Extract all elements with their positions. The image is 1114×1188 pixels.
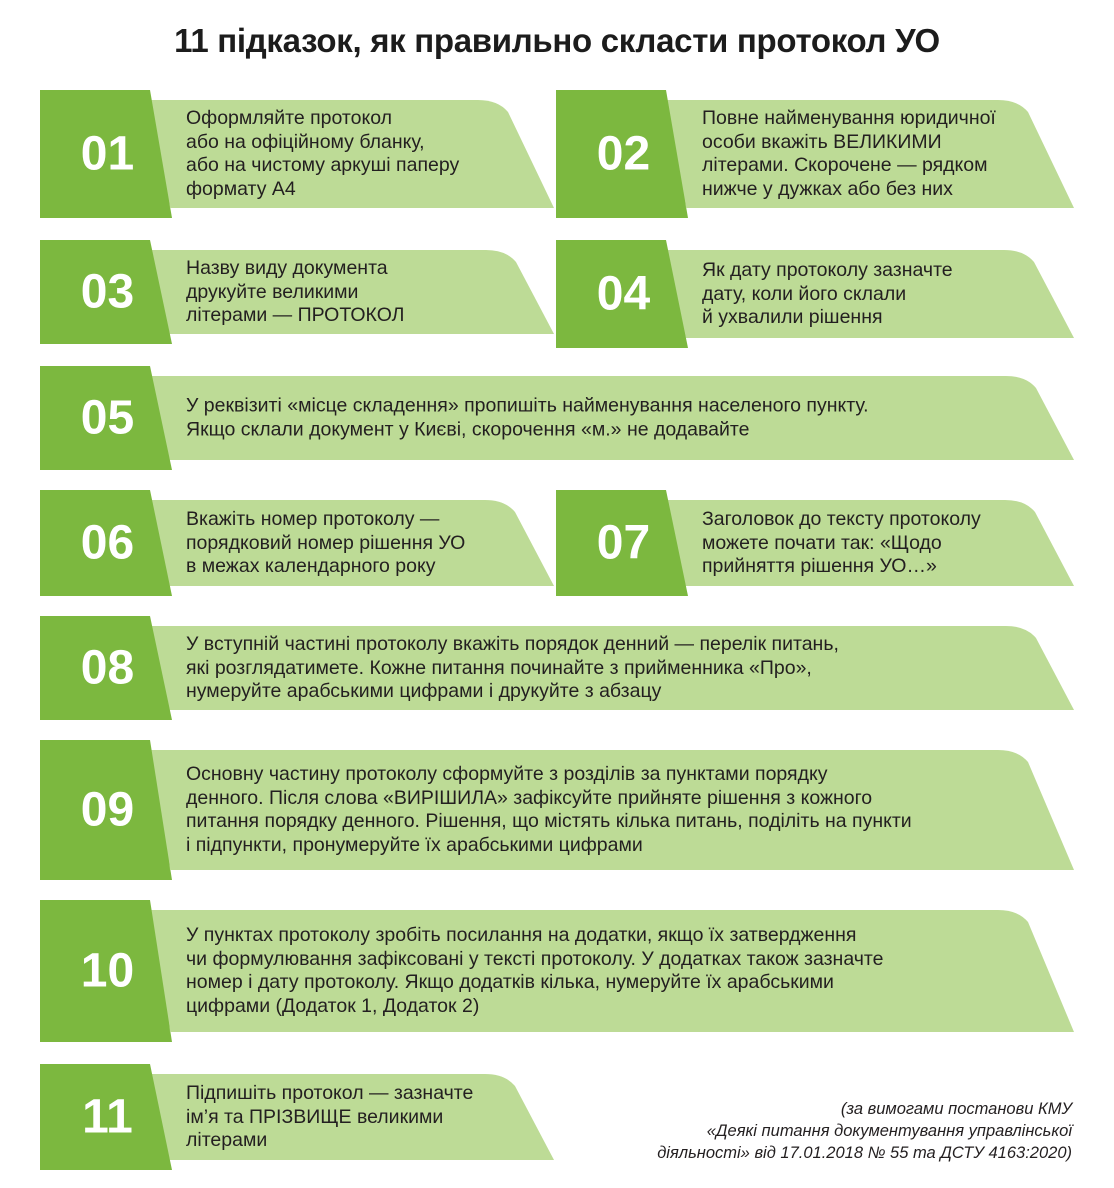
tip-text: Основну частину протоколу сформуйте з розділів за пунктами порядку денного. Після слова «ВИРІШИЛА» зафіксуйте прийняте рішення з кожного питання порядку денного. Рішення, що містять кілька питань, поділіть на пункти і підпункти, пронумеруйте їх арабськими цифрами	[186, 763, 912, 856]
tip-text: Заголовок до тексту протоколу можете почати так: «Щодо прийняття рішення УО…»	[702, 507, 981, 577]
tip-text: У пунктах протоколу зробіть посилання на додатки, якщо їх затвердження чи формулювання зафіксовані у тексті протоколу. У додатках також зазначте номер і дату протоколу. Якщо додатків кілька, нумеруйте їх арабськими цифрами (Додаток 1, Додаток 2)	[186, 924, 884, 1017]
tip-card-03	[40, 240, 554, 344]
tip-card-02	[556, 90, 1074, 218]
tip-card-06	[40, 490, 554, 596]
tip-text: У реквізиті «місце складення» пропишіть найменування населеного пункту. Якщо склали документ у Києві, скорочення «м.» не додавайте	[186, 394, 869, 440]
tip-card-04	[556, 240, 1074, 348]
tip-card-05	[40, 366, 1074, 470]
tip-number: 06	[80, 516, 135, 570]
tip-number: 10	[80, 944, 135, 998]
tip-number: 01	[80, 127, 135, 181]
tip-text: Підпишіть протокол — зазначте ім’я та ПРІЗВИЩЕ великими літерами	[186, 1081, 474, 1151]
source-footnote: (за вимогами постанови КМУ «Деякі питання документування управлінської діяльності» від 17.01.2018 № 55 та ДСТУ 4163:2020)	[657, 1100, 1072, 1162]
tip-number: 04	[596, 267, 651, 321]
tip-text: Оформляйте протокол або на офіційному бланку, або на чистому аркуші паперу формату А4	[186, 107, 460, 200]
tip-number: 05	[80, 391, 135, 445]
tip-card-10	[40, 900, 1074, 1042]
tip-card-11	[40, 1064, 554, 1170]
tip-number: 09	[80, 783, 135, 837]
page-title: 11 підказок, як правильно скласти протокол УО	[174, 22, 940, 59]
tip-text: Вкажіть номер протоколу — порядковий номер рішення УО в межах календарного року	[186, 507, 466, 577]
tip-card-01	[40, 90, 554, 218]
tip-card-09	[40, 740, 1074, 880]
tip-text: У вступній частині протоколу вкажіть порядок денний — перелік питань, які розглядатимете. Кожне питання починайте з прийменника «Про», нумеруйте арабськими цифрами і друкуйте з абзацу	[186, 632, 839, 702]
tip-number: 02	[596, 127, 651, 181]
tip-number: 07	[596, 516, 651, 570]
tip-text: Як дату протоколу зазначте дату, коли його склали й ухвалили рішення	[702, 258, 953, 328]
tip-text: Повне найменування юридичної особи вкажіть ВЕЛИКИМИ літерами. Скорочене — рядком нижче у дужках або без них	[702, 107, 996, 200]
tip-number: 03	[80, 265, 135, 319]
tip-text: Назву виду документа друкуйте великими літерами — ПРОТОКОЛ	[186, 256, 405, 326]
tip-card-08	[40, 616, 1074, 720]
tip-number: 08	[80, 641, 135, 695]
tip-number: 11	[82, 1090, 133, 1144]
tip-card-07	[556, 490, 1074, 596]
